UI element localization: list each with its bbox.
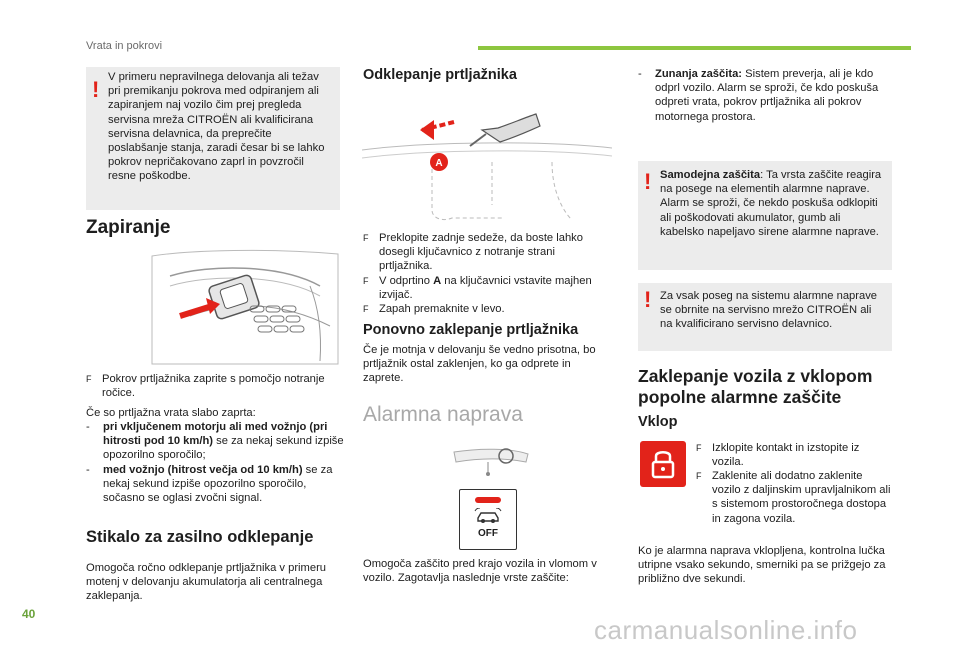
- list-item-fold-seats: [363, 231, 611, 274]
- warning-rest: : Ta vrsta zaščite reagira na posege na elementih alarmne naprave. Alarm se sproži, če nekdo poskuša odklopiti ali poškodovati akumulator, gumb ali kabelsko napeljavo sirene alarmne naprave.: [660, 169, 882, 238]
- section-title-alarm: Alarmna naprava: [363, 403, 523, 426]
- bullet-icon: F: [363, 233, 369, 243]
- list-item-driving: [86, 463, 344, 506]
- section-title-odklepanje: Odklepanje prtljažnika: [363, 67, 517, 83]
- section-title-vklop: Vklop: [638, 414, 678, 430]
- bullet-icon: F: [363, 304, 369, 314]
- list-item-close-handle: [86, 372, 340, 400]
- illustration-alarm-dashboard: [450, 440, 530, 480]
- warning-icon: !: [644, 287, 652, 312]
- label-a: A: [435, 158, 443, 169]
- list-item-switch-off: [696, 441, 892, 469]
- list-item-bold: Zunanja zaščita:: [655, 68, 743, 80]
- illustration-trunk-closing-handle: [150, 246, 340, 366]
- section-title-zapiranje: Zapiranje: [86, 217, 171, 238]
- bullet-icon: F: [86, 374, 92, 384]
- warning-box-service: [638, 283, 892, 351]
- section-title-ponovno: Ponovno zaklepanje prtljažnika: [363, 322, 579, 338]
- list-item-move-latch: [363, 302, 611, 316]
- header-section-title: Vrata in pokrovi: [86, 40, 163, 52]
- list-item-insert-screwdriver: [363, 274, 611, 302]
- paragraph-alarm-enabled: Ko je alarmna naprava vklopljena, kontrolna lučka utripne vsako sekundo, smerniki pa se prižgejo za približno dve sekundi.: [638, 545, 886, 586]
- dash-icon: -: [638, 68, 642, 80]
- list-item-engine-on: [86, 420, 344, 463]
- warning-box-auto-protection: [638, 161, 892, 270]
- list-item-lock-vehicle: [696, 469, 892, 526]
- header-accent-bar: [478, 46, 911, 50]
- paragraph-stikalo: Omogoča ročno odklepanje prtljažnika v primeru motenj v delovanju akumulatorja ali centralnega zaklepanja.: [86, 562, 327, 603]
- bullet-icon: F: [696, 471, 702, 481]
- warning-text: V primeru nepravilnega delovanja ali težav pri premikanju pokrova med odpiranjem ali zapiranjem naj vozilo čim prej pregleda servisna mreža CITROËN ali kvalificirana servisna delavnica, da preprečite poslabšanje stanja, zaradi česar bi se lahko pokrov nepričakovano zaprl in povzročil resne poškodbe.: [108, 71, 325, 183]
- list-item-bold: med vožnjo (hitrost večja od 10 km/h): [103, 464, 303, 476]
- list-item-text: Pokrov prtljažnika zaprite s pomočjo notranje ročice.: [102, 373, 325, 400]
- list-item-text: Preklopite zadnje sedeže, da boste lahko dosegli ključavnico z notranje strani prtljažnika.: [379, 232, 583, 273]
- watermark: carmanualsonline.info: [594, 615, 858, 645]
- warning-text: Za vsak poseg na sistemu alarmne naprave se obrnite na servisno mrežo CITROËN ali na kvalificirano servisno delavnico.: [660, 290, 878, 331]
- page-number: 40: [22, 607, 36, 621]
- lock-icon-badge: [640, 441, 686, 487]
- bullet-icon: F: [696, 443, 702, 453]
- list-item-text: Izklopite kontakt in izstopite iz vozila.: [712, 442, 860, 469]
- list-item-external-protection: [638, 67, 892, 124]
- list-item-text: Zapah premaknite v levo.: [379, 303, 505, 315]
- section-title-stikalo: Stikalo za zasilno odklepanje: [86, 528, 314, 546]
- paragraph-alarm: Omogoča zaščito pred krajo vozila in vlomom v vozilo. Zagotavlja naslednje vrste zaščite:: [363, 558, 597, 585]
- warning-icon: !: [644, 169, 652, 194]
- list-item-text: V odprtino: [379, 275, 434, 287]
- warning-bold: Samodejna zaščita: [660, 169, 761, 181]
- car-alarm-icon: [474, 508, 502, 524]
- alarm-off-button: [459, 489, 517, 550]
- section-title-zaklepanje: Zaklepanje vozila z vklopom popolne alarmne zaščite: [638, 366, 873, 407]
- list-item-text: na ključavnici vstavite majhen izvijač.: [379, 275, 592, 302]
- list-item-bold: A: [433, 275, 442, 287]
- paragraph-ponovno: Če je motnja v delovanju še vedno prisotna, bo prtljažnik ostal zaklenjen, ko ga odprete in zaprete.: [363, 344, 596, 385]
- warning-text: [660, 168, 886, 239]
- list-item-text: Sistem preverja, ali je kdo odprl vozilo. Alarm se sproži, če kdo poskuša odpreti vrata, pokrov prtljažnika ali pokrov motornega prostora.: [655, 68, 879, 123]
- alarm-led: [475, 497, 501, 503]
- bullet-icon: F: [363, 276, 369, 286]
- illustration-lock-screwdriver: [362, 100, 612, 225]
- list-item-text: Zaklenite ali dodatno zaklenite vozilo z daljinskim upravljalnikom ali s sistemom prostoročnega dostopa in zagona vozila.: [712, 470, 891, 525]
- list-item-bold: pri vključenem motorju ali med vožnjo (pri hitrosti pod 10 km/h): [103, 421, 328, 448]
- warning-icon: !: [92, 77, 100, 102]
- dash-icon: -: [86, 464, 90, 476]
- off-label: OFF: [478, 528, 498, 539]
- list-item-text: se za nekaj sekund izpiše opozorilno sporočilo, sočasno se oglasi zvočni signal.: [103, 464, 333, 505]
- paragraph-badly-closed: Če so prtljažna vrata slabo zaprta:: [86, 407, 256, 419]
- warning-box-malfunction: [86, 67, 340, 210]
- lock-icon: [640, 441, 686, 487]
- list-item-text: se za nekaj sekund izpiše opozorilno sporočilo;: [103, 435, 344, 462]
- dash-icon: -: [86, 421, 90, 433]
